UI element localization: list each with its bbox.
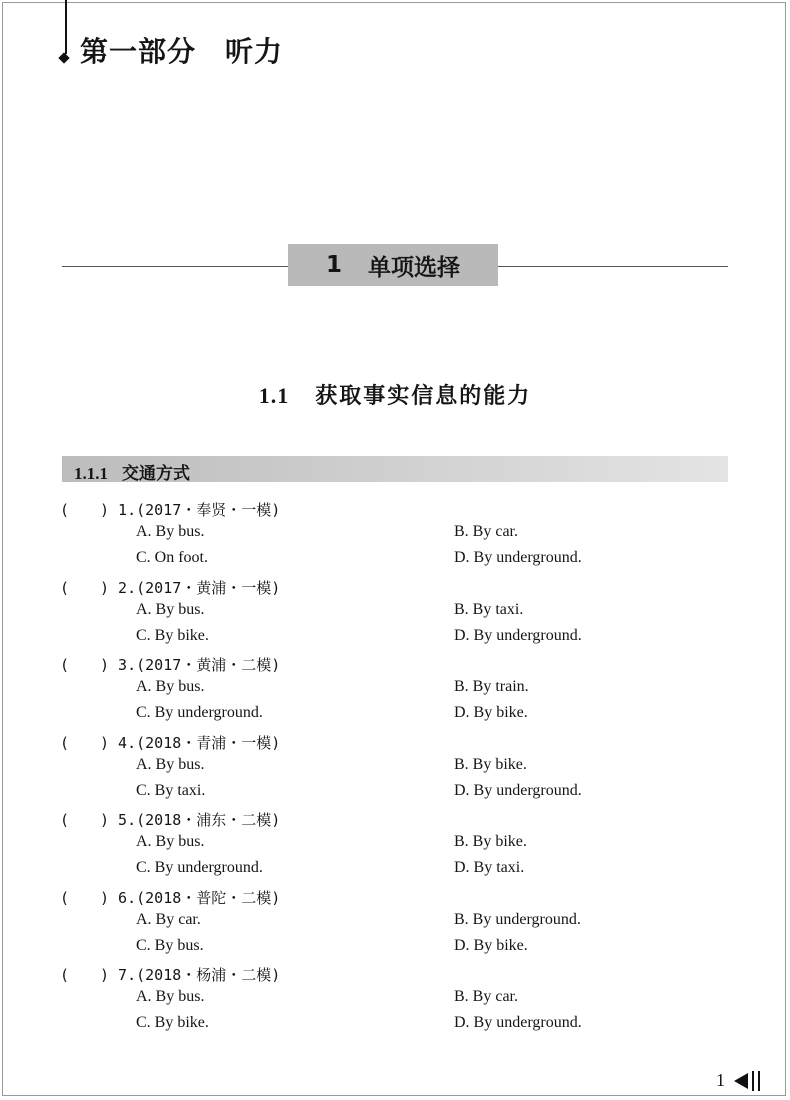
option-c: C. By underground. — [136, 859, 263, 876]
option-c: C. By bus. — [136, 936, 204, 954]
part-rule — [65, 0, 67, 54]
option-a: A. By bus. — [136, 988, 205, 1005]
option-a: A. By bus. — [136, 755, 205, 773]
page-marker-arrow — [734, 1073, 748, 1089]
option-c: C. By taxi. — [136, 781, 206, 799]
question-stem — [60, 499, 280, 520]
option-b: B. By bike. — [454, 755, 527, 773]
answer-blank: ( — [60, 501, 70, 519]
option-d: D. By underground. — [454, 626, 582, 644]
subsubsection-heading — [74, 459, 190, 484]
question-stem — [60, 577, 280, 598]
answer-blank: ( — [60, 733, 70, 752]
option-c: C. By underground. — [136, 704, 263, 721]
subsubsection-title: 交通方式 — [122, 464, 190, 484]
answer-blank: ( — [60, 656, 70, 674]
subsubsection-number: 1.1.1 — [74, 464, 108, 483]
question-label: ) 3.(2017・黄浦・二模) — [100, 656, 281, 674]
subsection-number: 1.1 — [258, 383, 290, 408]
option-a: A. By bus. — [136, 833, 205, 850]
option-a: A. By bus. — [136, 600, 205, 618]
question-label: ) 7.(2018・杨浦・二模) — [100, 966, 281, 984]
question-label: ) 6.(2018・普陀・二模) — [100, 888, 281, 907]
option-a: A. By bus. — [136, 523, 205, 540]
option-c: C. On foot. — [136, 549, 208, 566]
option-d: D. By underground. — [454, 549, 582, 566]
question-label: ) 4.(2018・青浦・一模) — [100, 733, 281, 752]
page-number: 1 — [716, 1070, 725, 1090]
section-rule-left — [62, 266, 288, 267]
question-stem — [60, 964, 280, 985]
question-stem — [60, 887, 280, 908]
page-marker-bar — [758, 1071, 760, 1091]
option-a: A. By car. — [136, 910, 201, 928]
subsection-title: 获取事实信息的能力 — [315, 384, 532, 409]
question-stem — [60, 732, 280, 753]
question-stem — [60, 654, 280, 675]
subsection-heading — [0, 379, 790, 410]
option-d: D. By bike. — [454, 936, 528, 954]
page-marker-bar — [752, 1071, 754, 1091]
option-c: C. By bike. — [136, 1014, 209, 1031]
option-b: B. By car. — [454, 988, 518, 1005]
question-stem — [60, 809, 280, 830]
option-d: D. By underground. — [454, 1014, 582, 1031]
option-b: B. By bike. — [454, 833, 527, 850]
option-a: A. By bus. — [136, 678, 205, 695]
option-d: D. By underground. — [454, 781, 582, 799]
option-d: D. By bike. — [454, 704, 528, 721]
section-banner — [288, 244, 498, 286]
option-b: B. By taxi. — [454, 600, 524, 618]
section-rule-right — [498, 266, 728, 267]
answer-blank: ( — [60, 811, 70, 829]
part-title: 第一部分 听力 — [80, 35, 284, 68]
question-label: ) 1.(2017・奉贤・一模) — [100, 501, 281, 519]
answer-blank: ( — [60, 578, 70, 597]
option-d: D. By taxi. — [454, 859, 525, 876]
question-label: ) 2.(2017・黄浦・一模) — [100, 578, 281, 597]
section-number: 1 — [325, 252, 342, 278]
page-frame — [2, 2, 786, 1096]
section-title: 单项选择 — [368, 254, 460, 281]
answer-blank: ( — [60, 888, 70, 907]
question-label: ) 5.(2018・浦东・二模) — [100, 811, 281, 829]
answer-blank: ( — [60, 966, 70, 984]
option-b: B. By train. — [454, 678, 529, 695]
option-b: B. By car. — [454, 523, 518, 540]
option-b: B. By underground. — [454, 910, 581, 928]
option-c: C. By bike. — [136, 626, 209, 644]
